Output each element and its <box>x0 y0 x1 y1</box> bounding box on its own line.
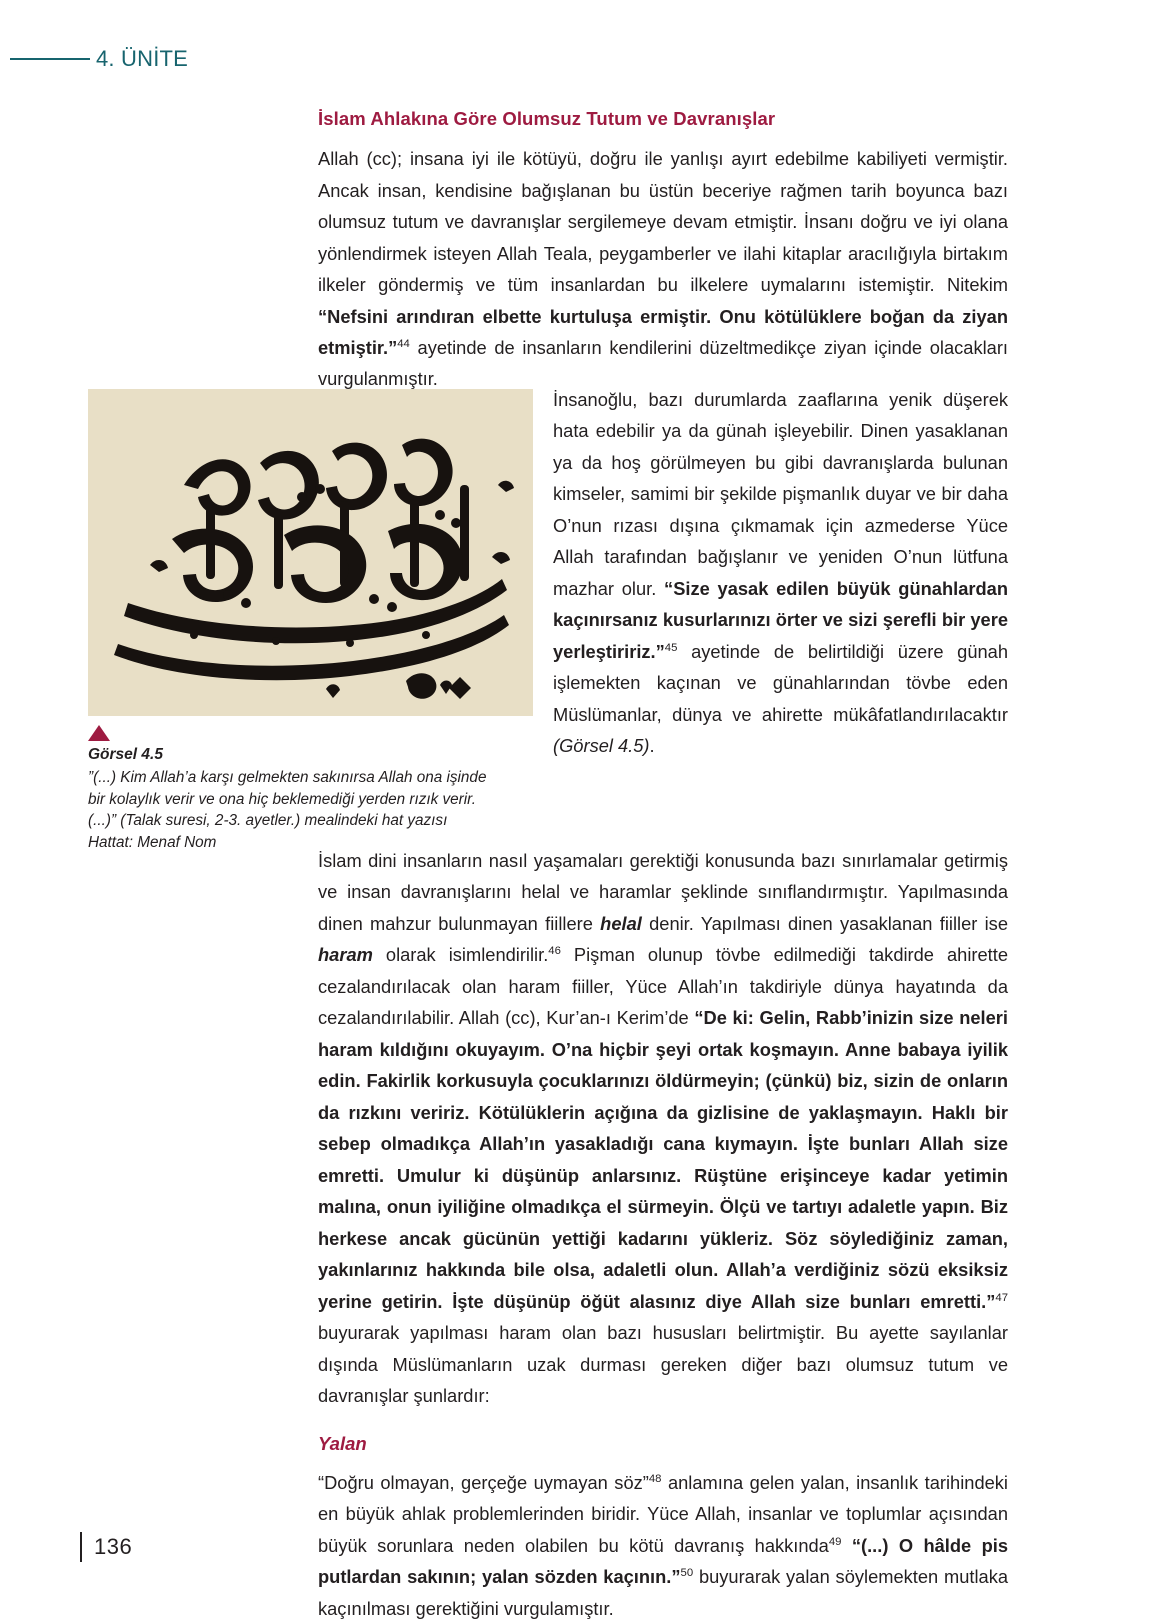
para-text-3: buyurarak yalan söylemekten mutlaka kaçınılması gerektiğini vurgulamıştır. <box>318 1566 1008 1619</box>
caption-line-4: Hattat: Menaf Nom <box>88 834 217 852</box>
paragraph-insanoglu <box>553 384 1008 762</box>
term-helal: helal <box>600 912 642 934</box>
wrapped-right-column <box>553 384 1008 771</box>
caption-line-3: (...)” (Talak suresi, 2-3. ayetler.) mealindeki hat yazısı <box>88 812 448 830</box>
para-text: Allah (cc); insana iyi ile kötüyü, doğru ile yanlışı ayırt edebilme kabiliyeti vermiştir. Ancak insan, kendisine bağışlanan bu üstün beceriye rağmen tarih boyunca bazı olumsuz tutum ve davranışlar sergilemeye devam etmiştir. İnsanı doğru ve iyi olana yönlendirmek isteyen Allah Teala, peygamberler ve ilahi kitaplar aracılığıyla birtakım ilkeler göndermiş ve tüm insanlardan bu ilkelere uymalarını istemiştir. Nitekim <box>318 148 1008 296</box>
page-number: 136 <box>94 1534 133 1559</box>
running-head <box>0 42 1151 76</box>
caption-line-2: bir kolaylık verir ve ona hiç beklemediği yerden rızık verir. <box>88 790 476 808</box>
para-text-cont: ayetinde de belirtildiği üzere günah işlemekten kaçınan ve günahlarından tövbe eden Müslümanlar, dünya ve ahirette mükâfatlandırılacaktır <box>553 640 1008 725</box>
subsection-title-yalan: Yalan <box>318 1433 367 1455</box>
para-text-3: olarak isimlendirilir. <box>372 944 549 966</box>
para-text-2: anlamına gelen yalan, insanlık tarihindeki en büyük ahlak problemlerinden biridir. Yüce Allah, insanlar ve toplumlar açısından büyük sorunlara neden olabilen bu kötü davranış hakkında <box>318 1471 1008 1556</box>
footnote-ref-46: 46 <box>548 945 561 958</box>
quran-quote-3: “De ki: Gelin, Rabb’inizin size neleri haram kıldığını okuyayım. O’na hiçbir şeyi ortak koşmayın. Anne babaya iyilik edin. Fakirlik korkusuyla çocuklarınızı öldürmeyin; (çünkü) biz, sizin de onların da rızkını veririz. Kötülüklerin açığına da gizlisine de yaklaşmayın. Haklı bir sebep olmadıkça Allah’ın yasakladığı cana kıymayın. İşte bunları Allah size emretti. Umulur ki düşünüp anlarsınız. Rüştüne erişinceye kadar yetimin malına, onun iyiliğine olmadıkça el sürmeyin. Ölçü ve tartıyı adaletle yapın. Biz herkese ancak gücünün yettiği kadarını yükleriz. Söz söylediğiniz zaman, yakınlarınız hakkında bile olsa, adaletli olun. Allah’a verdiğiniz sözü eksiksiz yerine getirin. İşte düşünüp öğüt alasınız diye Allah size bunları emretti.” <box>318 1007 1009 1312</box>
para-text-4: Pişman olunup tövbe edilmediği takdirde ahirette cezalandırılacak olan haram fiiller, Yüce Allah’ın takdiriyle dünya hayatında da cezalandırılabilir. Allah (cc), Kur’an-ı Kerim’de <box>318 944 1008 1029</box>
term-haram: haram <box>318 944 373 966</box>
footnote-ref-49: 49 <box>828 1535 842 1548</box>
running-head-rule <box>10 58 90 60</box>
caption-line-1: ”(...) Kim Allah’a karşı gelmekten sakınırsa Allah ona işinde <box>88 768 487 786</box>
footer-rule <box>80 1532 82 1562</box>
calligraphy-image <box>88 389 533 716</box>
page-footer <box>80 1532 132 1562</box>
figure-caption-body <box>88 767 533 854</box>
footnote-ref-48: 48 <box>648 1472 662 1485</box>
intro-column <box>318 108 1008 395</box>
paragraph-intro <box>318 143 1008 395</box>
para-text-2: denir. Yapılması dinen yasaklanan fiiller ise <box>641 912 1008 934</box>
para-text: İslam dini insanların nasıl yaşamaları gerektiği konusunda bazı sınırlamalar getirmiş ve insan davranışlarını helal ve haramlar şeklinde sınıflandırmıştır. Yapılmasında dinen mahzur bulunmayan fiillere <box>318 850 1008 934</box>
para-text: İnsanoğlu, bazı durumlarda zaaflarına yenik düşerek hata edebilir ya da günah işleyebilir. Dinen yasaklanan ya da hoş görülmeyen bu gibi davranışlarda bulunan kimseler, samimi bir şekilde pişmanlık duyar ve bir daha O’nun rızası dışına çıkmamak için azmederse Yüce Allah tarafından bağışlanır ve yeniden O’nun lütfuna mazhar olur. <box>553 389 1008 599</box>
para-text-cont: ayetinde de insanların kendilerini düzeltmedikçe ziyan içinde olacakları vurgulanmıştır. <box>318 337 1008 390</box>
footnote-ref-50: 50 <box>680 1566 694 1579</box>
footnote-ref-44: 44 <box>397 337 410 350</box>
figure-caption-title: Görsel 4.5 <box>88 746 163 763</box>
paragraph-yalan <box>318 1467 1008 1624</box>
para-text: “Doğru olmayan, gerçeğe uymayan söz” <box>318 1471 649 1493</box>
paragraph-helal-haram <box>318 845 1008 1411</box>
quran-quote-1: “Nefsini arındıran elbette kurtuluşa ermiştir. Onu kötülüklere boğan da ziyan etmiştir.” <box>318 305 1008 358</box>
footnote-ref-47: 47 <box>995 1291 1008 1304</box>
figure-4-5 <box>88 389 533 854</box>
main-column <box>318 845 1008 1624</box>
para-text-5: buyurarak yapılması haram olan bazı hususları belirtmiştir. Bu ayette sayılanlar dışında Müslümanların uzak durması gereken diğer bazı olumsuz tutum ve davranışlar şunlardır: <box>318 1322 1008 1406</box>
section-title: İslam Ahlakına Göre Olumsuz Tutum ve Davranışlar <box>318 108 776 129</box>
para-text-end: . <box>649 735 655 757</box>
quran-quote-4: “(...) O hâlde pis putlardan sakının; yalan sözden kaçının.” <box>318 1534 1008 1588</box>
unit-label: 4. ÜNİTE <box>96 46 189 71</box>
footnote-ref-45: 45 <box>664 641 678 654</box>
quran-quote-2: “Size yasak edilen büyük günahlardan kaçınırsanız kusurlarınızı örter ve sizi şerefli bir yere yerleştiririz.” <box>553 577 1009 662</box>
caption-marker-triangle-icon <box>88 725 110 741</box>
figure-reference: (Görsel 4.5) <box>553 735 650 757</box>
